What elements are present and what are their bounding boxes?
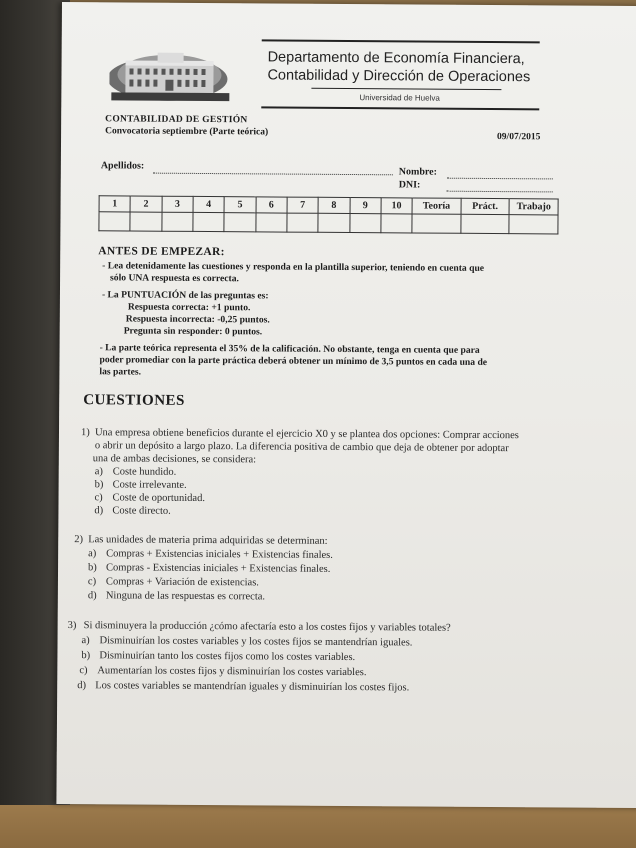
q3-option-b[interactable]: Disminuirían tanto los costes fijos como los costes variables. [99,650,356,664]
questions-title: CUESTIONES [83,392,185,409]
answer-cell[interactable] [412,214,461,233]
q3-option-c[interactable]: Aumentarían los costes fijos y disminuirían los costes variables. [97,665,367,679]
department-name-line1: Departamento de Economía Financiera, [267,49,525,68]
instruction-1-line1: - Lea detenidamente las cuestiones y responda en la plantilla superior, teniendo en cuenta que [102,260,485,274]
q1-option-d-letter: d) [94,505,104,517]
score-incorrect: Respuesta incorrecta: -0,25 puntos. [125,313,270,326]
answer-cell[interactable] [162,212,193,231]
grid-col-3: 3 [162,196,193,212]
instructions-title: ANTES DE EMPEZAR: [98,245,225,259]
question-1-text: Una empresa obtiene beneficios durante el ejercicio X0 y se plantea dos opciones: Comprar acciones [94,427,519,442]
q1-option-b[interactable]: Coste irrelevante. [112,479,187,491]
grid-col-7: 7 [287,197,318,213]
instruction-3-line1: - La parte teórica representa el 35% de la calificación. No obstante, tenga en cuenta que para [99,342,480,356]
university-name: Universidad de Huelva [359,93,440,103]
q2-option-d[interactable]: Ninguna de las respuestas es correcta. [105,590,266,603]
answer-cell[interactable] [99,212,130,231]
q2-option-c-letter: c) [87,576,97,588]
exam-date: 09/07/2015 [497,132,541,143]
grid-col-8: 8 [318,197,349,213]
answer-cell[interactable] [193,212,224,231]
instruction-1-line2: sólo UNA respuesta es correcta. [110,272,239,285]
q1-option-c[interactable]: Coste de oportunidad. [112,492,206,505]
q2-option-b[interactable]: Compras - Existencias iniciales + Existencias finales. [106,562,331,575]
q2-option-b-letter: b) [88,562,97,574]
q3-option-a-letter: a) [81,635,90,647]
grid-col-10: 10 [381,198,412,214]
grid-col-work: Trabajo [509,199,558,215]
university-building-logo [109,44,231,103]
answer-grid [98,195,558,234]
question-1-text: o abrir un depósito a largo plazo. La diferencia positiva de cambio que deja de obtener por adoptar [94,440,509,455]
q3-option-d-letter: d) [77,680,87,692]
name-field[interactable] [447,178,553,180]
answer-cell[interactable] [461,214,510,233]
q1-option-a[interactable]: Coste hundido. [112,466,177,478]
answer-cell[interactable] [130,212,161,231]
answer-grid-row [99,212,558,234]
dni-field[interactable] [447,191,553,193]
q2-option-a[interactable]: Compras + Existencias iniciales + Existencias finales. [106,548,333,561]
q3-option-a[interactable]: Disminuirían los costes variables y los costes fijos se mantendrían iguales. [99,635,413,649]
question-2-text: Las unidades de materia prima adquiridas se determinan: [88,534,328,547]
score-unanswered: Pregunta sin responder: 0 puntos. [123,325,263,338]
answer-cell[interactable] [509,215,558,234]
q2-option-d-letter: d) [87,590,97,602]
grid-col-1: 1 [99,196,130,212]
answer-cell[interactable] [224,213,255,232]
grid-col-9: 9 [350,198,381,214]
answer-cell[interactable] [318,213,349,232]
question-3-number: 3) [67,620,77,632]
answer-cell[interactable] [287,213,318,232]
department-name-line2: Contabilidad y Dirección de Operaciones [267,67,531,86]
question-2-number: 2) [74,534,84,546]
q2-option-c[interactable]: Compras + Variación de existencias. [105,576,259,589]
grid-col-5: 5 [224,197,255,213]
subject-title: CONTABILIDAD DE GESTIÓN [105,114,248,126]
exam-session: Convocatoria septiembre (Parte teórica) [105,126,269,138]
grid-col-practice: Práct. [461,198,510,214]
answer-cell[interactable] [255,213,286,232]
dni-label: DNI: [398,179,421,191]
q1-option-b-letter: b) [94,479,104,491]
q3-option-c-letter: c) [79,665,88,677]
question-1-number: 1) [80,427,90,439]
q1-option-a-letter: a) [94,466,103,478]
name-label: Nombre: [398,166,438,178]
question-3-text: Si disminuyera la producción ¿cómo afectaría esto a los costes fijos y variables totales? [83,620,451,634]
grid-col-4: 4 [193,196,224,212]
q3-option-d[interactable]: Los costes variables se mantendrían iguales y disminuirían los costes fijos. [95,680,410,694]
instruction-2-title: - La PUNTUACIÓN de las preguntas es: [101,289,269,302]
grid-col-2: 2 [130,196,161,212]
answer-cell[interactable] [381,214,412,233]
instruction-3-line2: poder promediar con la parte práctica deberá obtener un mínimo de 3,5 puntos en cada una de [99,354,488,368]
surname-field[interactable] [153,173,393,176]
grid-col-theory: Teoría [412,198,461,214]
surname-label: Apellidos: [100,160,145,172]
q1-option-c-letter: c) [94,492,103,504]
answer-cell[interactable] [349,214,380,233]
wooden-desk [0,805,636,848]
question-1-text: una de ambas decisiones, se considera: [92,453,257,466]
q3-option-b-letter: b) [81,650,91,662]
q2-option-a-letter: a) [88,548,97,560]
grid-col-6: 6 [256,197,287,213]
q1-option-d[interactable]: Coste directo. [112,505,171,517]
instruction-3-line3: las partes. [99,366,142,378]
exam-sheet [56,2,636,808]
score-correct: Respuesta correcta: +1 punto. [127,301,251,314]
